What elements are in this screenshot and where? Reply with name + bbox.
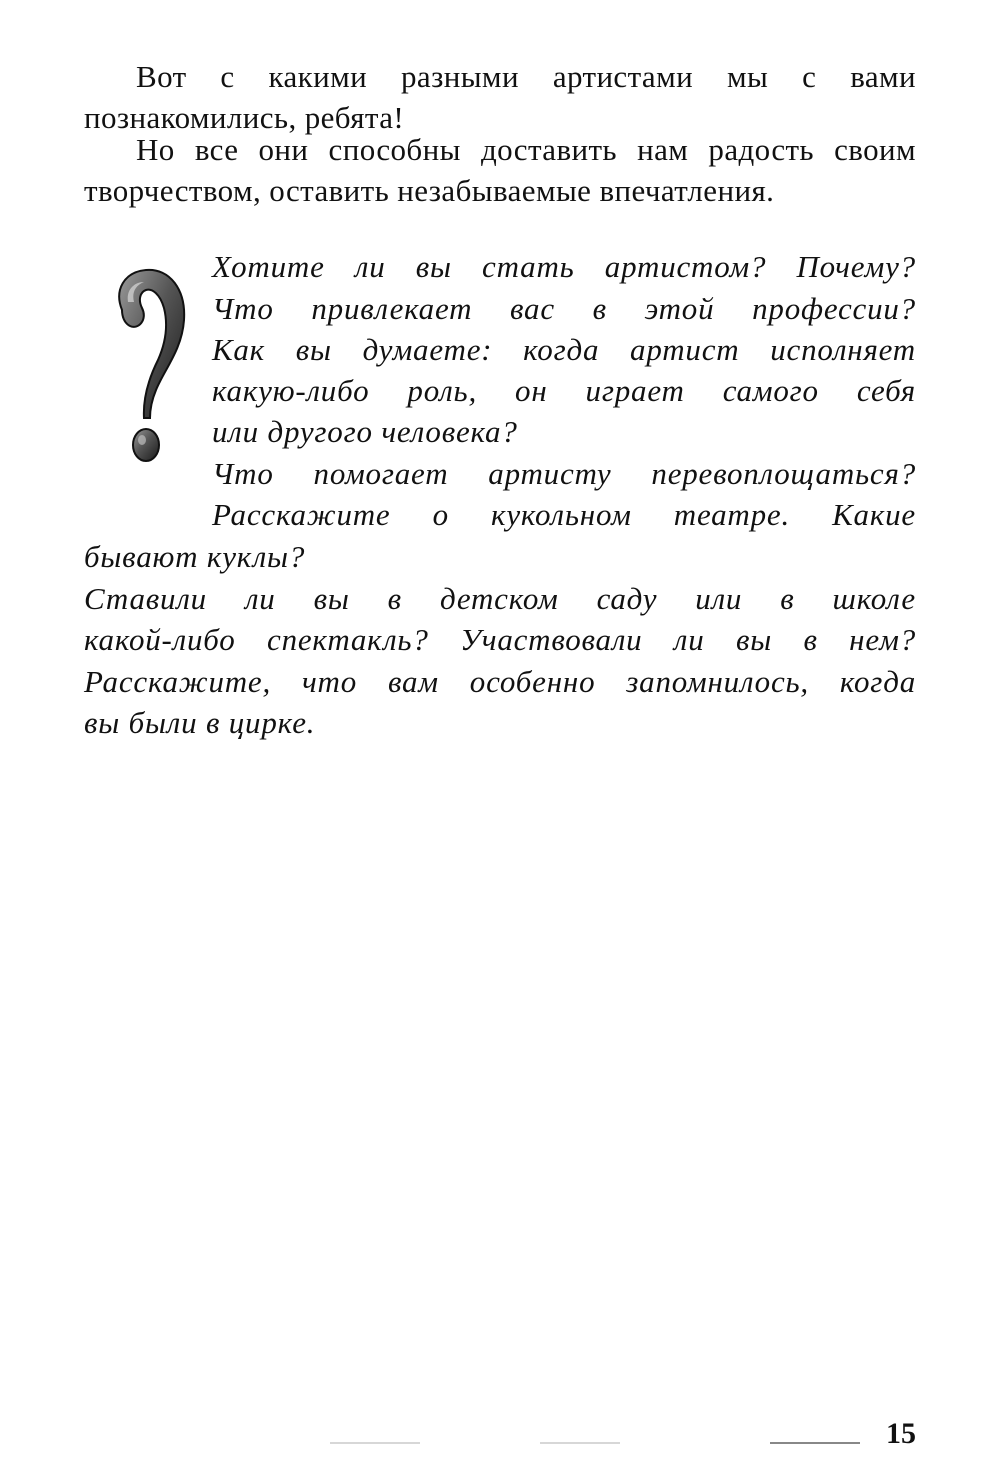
question-line: Как вы думаете: когда артист исполняет [212,332,916,367]
footer-rule [770,1442,860,1444]
question-mark-icon [104,250,196,475]
page-number: 15 [886,1417,916,1450]
intro-paragraph: Вот с какими разными артистами мы с вами познакомились, ребята! [84,59,916,135]
question-line: бывают куклы? [84,539,306,574]
question-line: Расскажите о кукольном театре. Какие [212,497,916,532]
summary-paragraph: Но все они способны доставить нам радость своим творчеством, оставить незабываемые впечатления. [84,132,916,208]
question-line: Ставили ли вы в детском саду или в школе [84,581,916,616]
footer-rule [330,1442,420,1444]
question-line: Что привлекает вас в этой профессии? [212,291,916,326]
question-line: какой-либо спектакль? Участвовали ли вы в нем? [84,622,916,657]
question-line: Что помогает артисту перевоплощаться? [212,456,916,491]
question-line: Расскажите, что вам особенно запомнилось, когда [84,664,916,699]
question-line: какую-либо роль, он играет самого себя [212,373,916,408]
question-line: Хотите ли вы стать артистом? Почему? [212,249,916,284]
question-line: вы были в цирке. [84,705,316,740]
footer-rule [540,1442,620,1444]
question-line: или другого человека? [212,414,518,449]
